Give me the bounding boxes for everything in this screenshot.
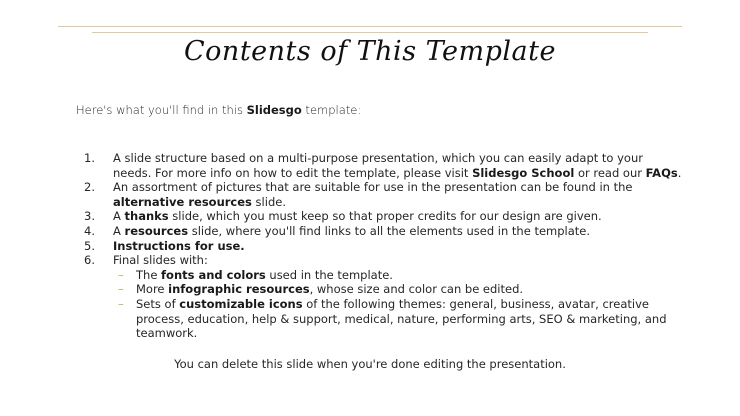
dash-bullet: – xyxy=(118,267,124,282)
emphasized-text: customizable icons xyxy=(179,296,303,311)
sub-list-item xyxy=(113,268,684,283)
list-text: An assortment of pictures that are suitable for use in the presentation can be found in the xyxy=(113,180,633,195)
list-item xyxy=(84,239,684,254)
emphasized-text: fonts and colors xyxy=(161,267,266,282)
top-decorative-rule xyxy=(58,26,682,27)
list-text: A xyxy=(113,209,125,224)
list-item-text xyxy=(113,224,684,239)
list-text: slide. xyxy=(251,194,286,209)
emphasized-text: infographic resources xyxy=(168,282,310,297)
emphasized-text: alternative resources xyxy=(113,194,252,209)
list-text: slide, which you must keep so that proper credits for our design are given. xyxy=(168,209,602,224)
intro-brand: Slidesgo xyxy=(246,103,302,117)
intro-text xyxy=(76,103,361,117)
sub-list-item xyxy=(113,282,684,297)
sub-list-text xyxy=(136,268,684,283)
list-text: The xyxy=(136,267,162,282)
list-number: 2. xyxy=(84,180,95,195)
list-item-text xyxy=(113,253,684,268)
list-item xyxy=(84,253,684,268)
dash-bullet: – xyxy=(118,296,124,311)
list-text: or read our xyxy=(574,165,646,180)
list-text: Final slides with: xyxy=(113,253,208,268)
list-text: A xyxy=(113,223,125,238)
intro-after: template: xyxy=(301,103,362,117)
sub-list-item xyxy=(113,297,684,341)
intro-before: Here's what you'll find in this xyxy=(76,103,247,117)
list-text: of the following themes: general, business, avatar, creative process, education, help & support, medical, nature, performing arts, SEO & marketing, and teamwork. xyxy=(136,296,667,341)
list-item xyxy=(84,180,684,209)
list-text: . xyxy=(677,165,682,180)
dash-bullet: – xyxy=(118,282,124,297)
list-number: 6. xyxy=(84,253,95,268)
list-item-text xyxy=(113,151,684,180)
footer-note: You can delete this slide when you're done editing the presentation. xyxy=(174,357,566,371)
sub-list-text xyxy=(136,282,684,297)
sub-list-text xyxy=(136,297,684,341)
list-number: 5. xyxy=(84,238,95,253)
emphasized-text: resources xyxy=(124,223,189,238)
emphasized-text: Instructions for use. xyxy=(113,238,245,253)
second-decorative-rule xyxy=(92,32,648,33)
emphasized-text: Slidesgo School xyxy=(472,165,575,180)
list-item xyxy=(84,209,684,224)
list-item-text xyxy=(113,180,684,209)
list-item xyxy=(84,224,684,239)
list-text: used in the template. xyxy=(265,267,393,282)
list-text: , whose size and color can be edited. xyxy=(309,282,524,297)
list-number: 1. xyxy=(84,151,95,165)
list-text: More xyxy=(136,282,169,297)
list-number: 4. xyxy=(84,223,95,238)
page-title: Contents of This Template xyxy=(184,36,556,67)
list-number: 3. xyxy=(84,209,95,224)
emphasized-text: FAQs xyxy=(645,165,678,180)
contents-list xyxy=(84,151,684,341)
list-text: Sets of xyxy=(136,296,180,311)
list-item xyxy=(84,151,684,180)
list-text: A slide structure based on a multi-purpose presentation, which you can easily adapt to your needs. For more info on how to edit the template, please visit xyxy=(113,151,643,180)
emphasized-text: thanks xyxy=(124,209,169,224)
list-item-text xyxy=(113,239,684,254)
list-item-text xyxy=(113,209,684,224)
list-text: slide, where you'll find links to all the elements used in the template. xyxy=(188,223,591,238)
